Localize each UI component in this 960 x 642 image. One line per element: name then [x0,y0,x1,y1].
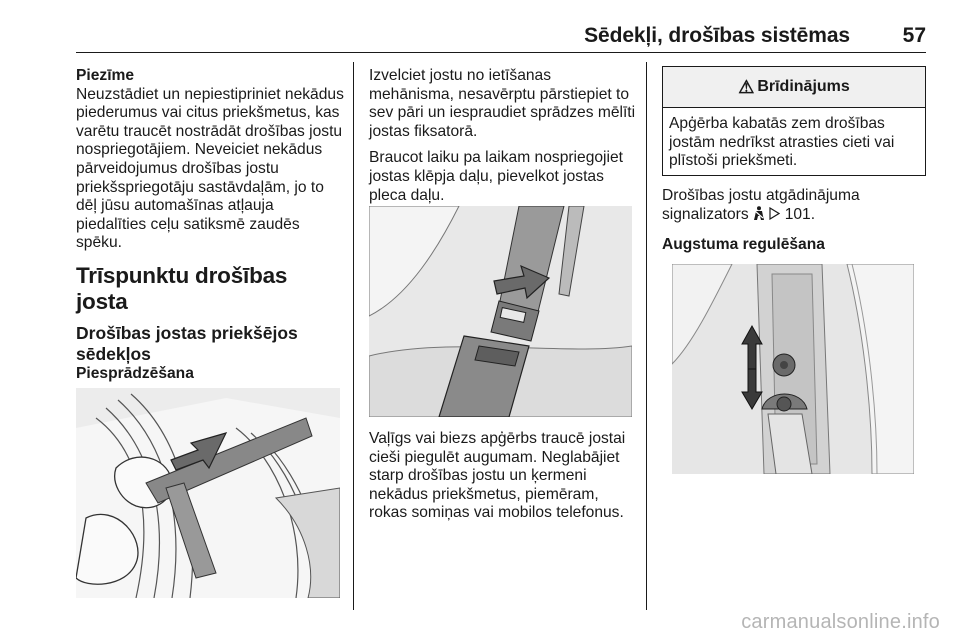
warning-header [663,67,925,108]
height-adjustment-illustration [672,264,914,474]
column-3 [662,187,924,255]
column-2-lower [369,430,637,523]
fastening-drawing [76,388,340,598]
reminder-page-ref: 101. [784,205,816,223]
warning-title: Brīdinājums [757,78,850,95]
paragraph-tension-belt: Braucot laiku pa laikam nospriegojiet jostas klēpja daļu, pievelkot jostas pleca daļu. [369,149,623,204]
warning-triangle-icon: ⚠ [738,76,755,97]
seatbelt-icon [753,206,769,223]
buckle-illustration [369,206,632,417]
section-heading: Trīspunktu drošības josta [76,262,288,314]
reminder-text: Drošības jostu atgādinājuma signalizators [662,187,860,223]
paragraph-clothing-notice: Vaļīgs vai biezs apģērbs traucē jostai cieši piegulēt augumam. Neglabājiet starp drošības jostu un ķermeni nekādus priekšmetus, piemēram, rokas somiņas vai mobilos telefonus. [369,430,626,522]
height-adjustment-drawing [672,264,914,474]
header-rule [76,52,926,53]
warning-box [662,66,926,176]
page-header-title: Sēdekļi, drošības sistēmas [584,24,850,47]
buckle-drawing [369,206,632,417]
fastening-illustration [76,388,340,598]
note-title: Piezīme [76,67,135,84]
page-reference-icon [769,206,784,223]
watermark: carmanualsonline.info [741,611,940,633]
page-number: 57 [902,24,926,47]
subsection-heading: Drošības jostas priekšējos sēdekļos [76,322,298,364]
column-divider-2 [646,62,647,610]
column-divider-1 [353,62,354,610]
sub-subsection-heading: Piesprādzēšana [76,364,194,382]
column-1 [76,67,344,384]
column-2 [369,67,637,205]
warning-text: Apģērba kabatās zem drošības jostām nedrīkst atrasties cieti vai plīstoši priekšmeti. [669,115,895,170]
note-text: Neuzstādiet un nepiestipriniet nekādus piederumus vai citus priekšmetus, kas varētu traucēt nostrādāt drošības jostu nospriegotājiem. Neveiciet nekādus pārveidojumus drošības jostu priekšspriegotāju sastāvdaļām, jo to dēļ jūsu automašīnas atļauja piedalīties ceļu satiksmē zaudēs spēku. [76,85,344,252]
reminder-paragraph [662,187,924,224]
paragraph-extend-belt: Izvelciet jostu no ietīšanas mehānisma, nesavērptu pārstiepiet to sev pāri un iespraudiet sprādzes mēlīti jostas fiksatorā. [369,67,636,140]
height-adjustment-heading: Augstuma regulēšana [662,236,825,254]
